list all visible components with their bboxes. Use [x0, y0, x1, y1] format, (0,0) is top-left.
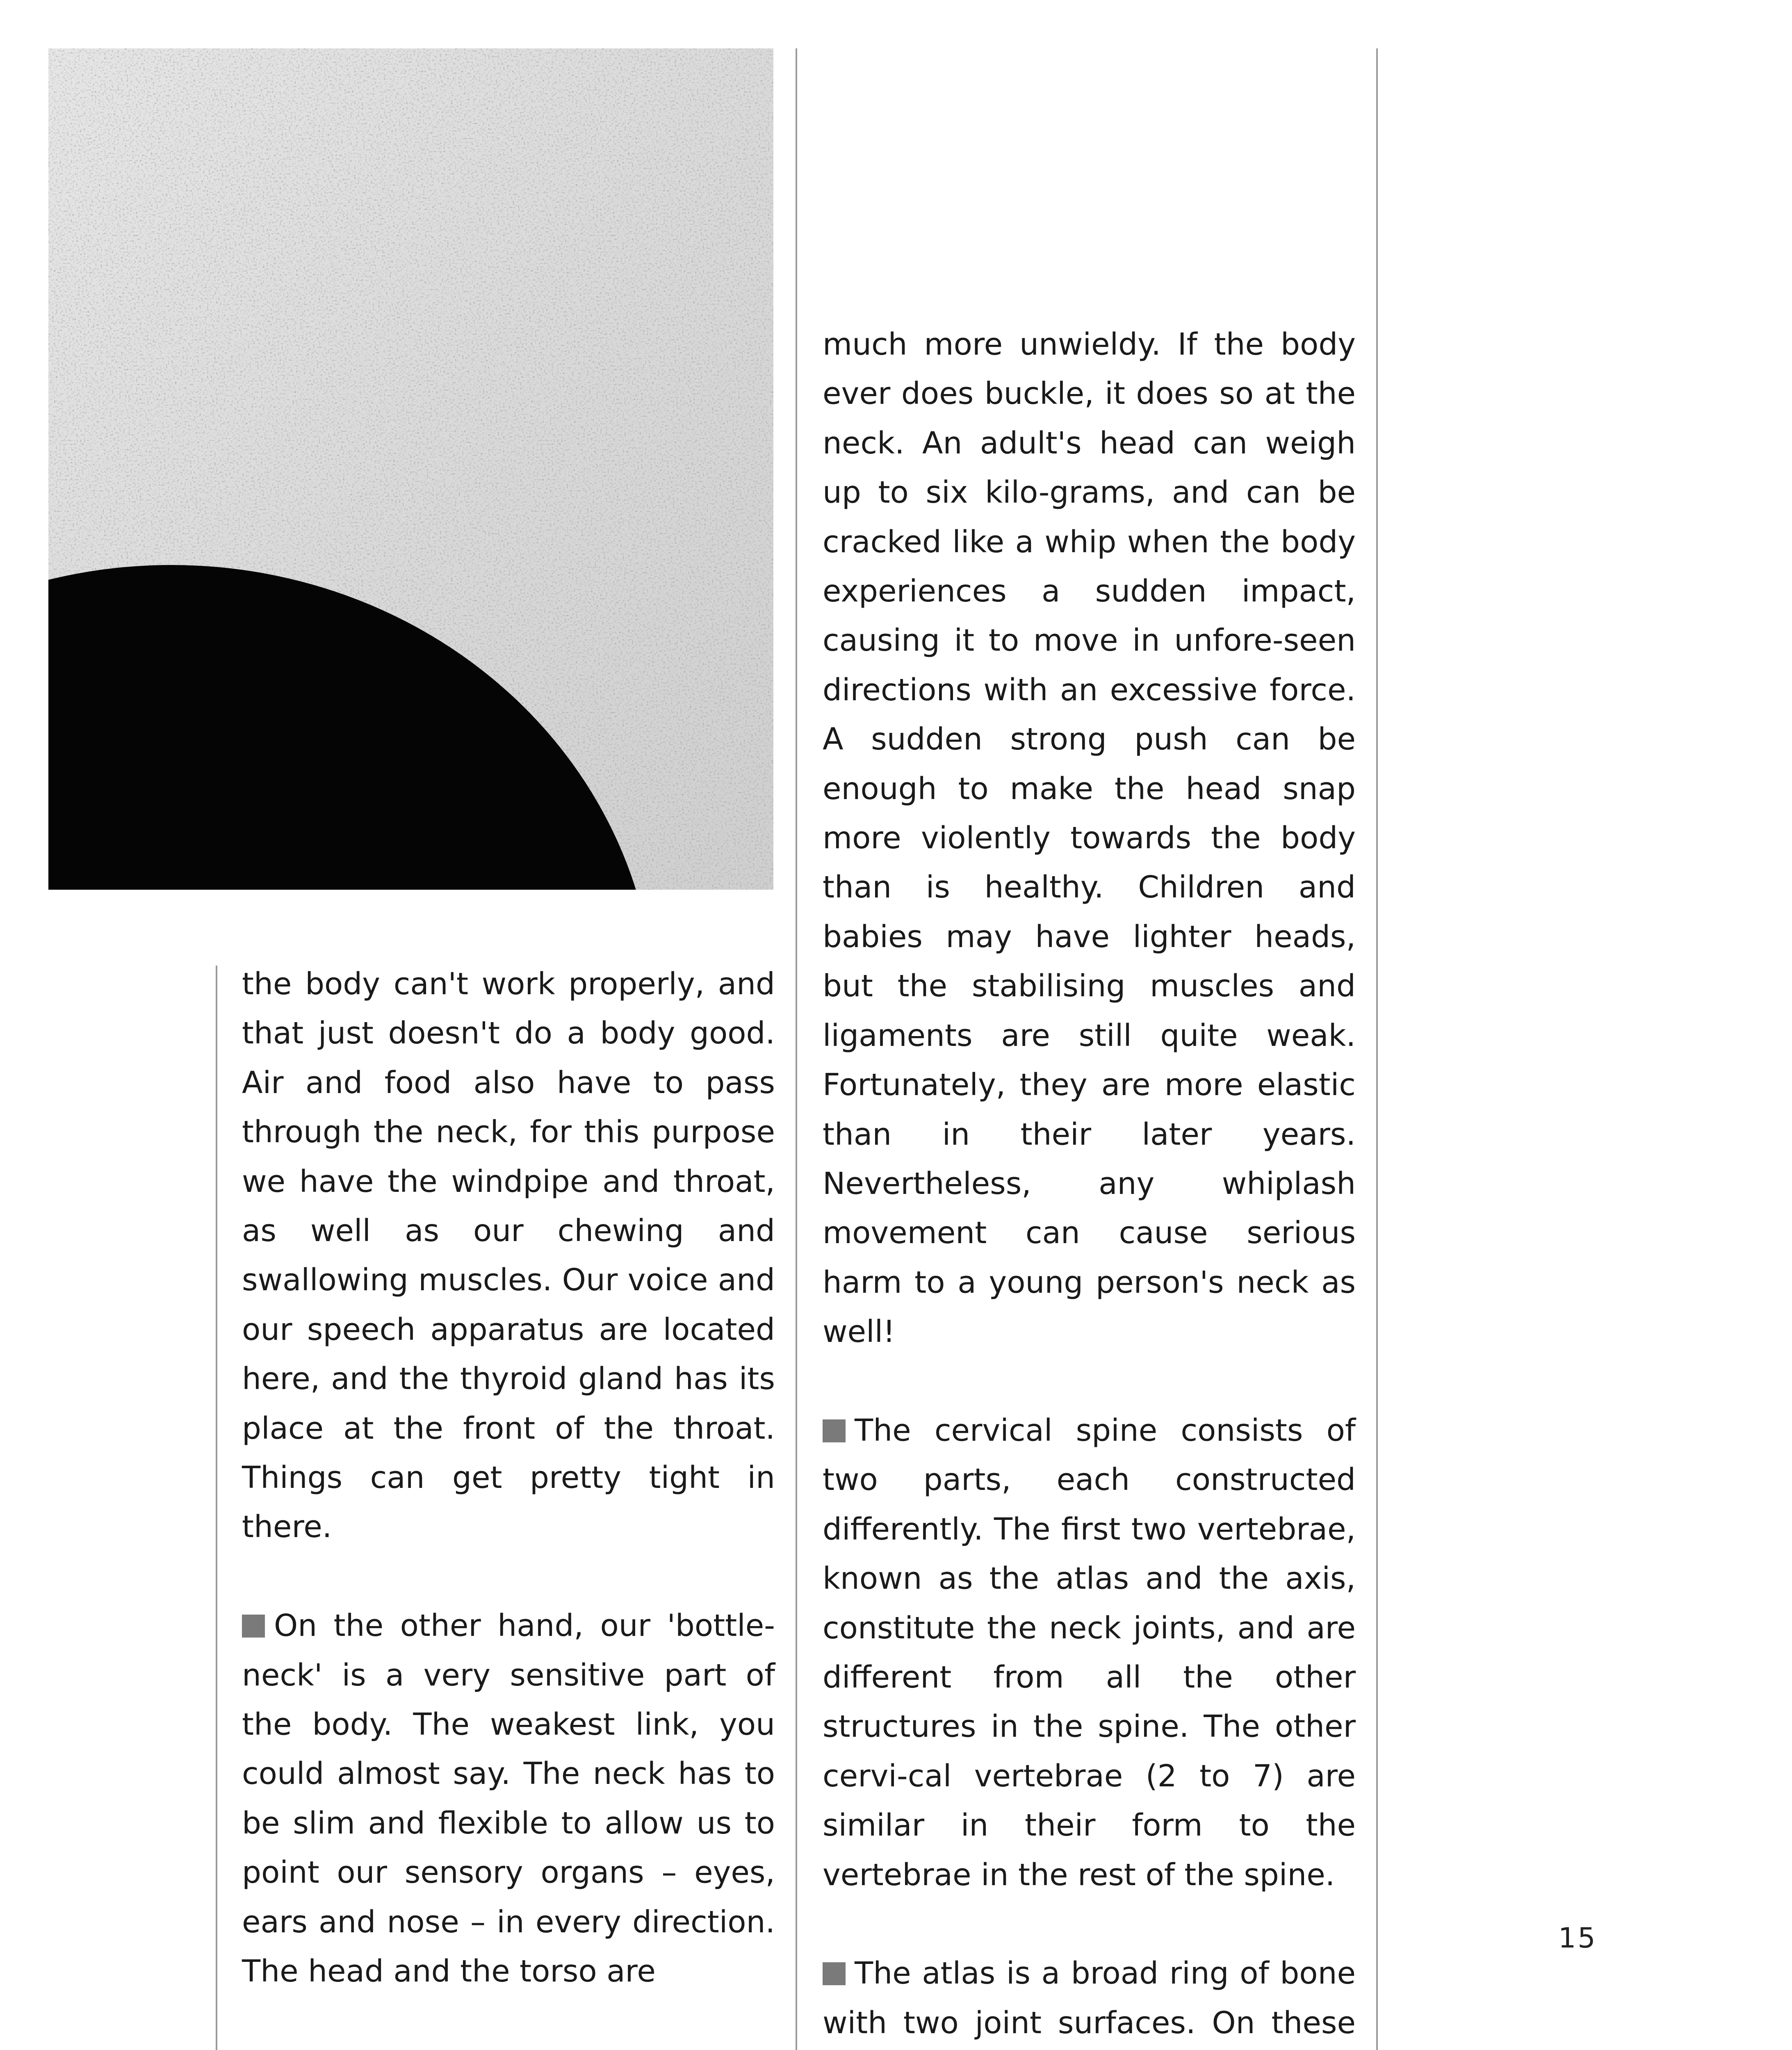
- paragraph-text: On the other hand, our 'bottle-neck' is a very sensitive part of the body. The weakest link, you could almost say. The neck has to be slim and flexible to allow us to point our sensory organs – eyes, ears and nose – in every direction. The head and the torso are: [242, 1608, 775, 1989]
- paragraph-text: much more unwieldy. If the body ever does buckle, it does so at the neck. An adult's head can weigh up to six kilo-grams, and can be cracked like a whip when the body experiences a sudden impact, causing it to move in unfore-seen directions with an excessive force. A sudden strong push can be enough to make the head snap more violently towards the body than is healthy. Children and babies may have lighter heads, but the stabilising muscles and ligaments are still quite weak. Fortunately, they are more elastic than in their later years. Nevertheless, any whiplash movement can cause serious harm to a young person's neck as well!: [823, 327, 1356, 1350]
- bullet-square-icon: [823, 1419, 846, 1442]
- paragraph: [242, 959, 775, 1552]
- paragraph: [823, 320, 1356, 1357]
- paragraph: [823, 1949, 1356, 2050]
- paragraph-text: The atlas is a broad ring of bone with two joint surfaces. On these: [823, 1956, 1356, 2041]
- paragraph: [823, 1406, 1356, 1900]
- paragraph-text: The cervical spine consists of two parts, each constructed differently. The first two vertebrae, known as the atlas and the axis, constitute the neck joints, and are different from all the other structures in the spine. The other cervi-cal vertebrae (2 to 7) are similar in their form to the vertebrae in the rest of the spine.: [823, 1412, 1356, 1893]
- wall-shadow-image: [48, 48, 773, 890]
- column-rule-right: [1376, 48, 1378, 2050]
- text-column-right: [823, 320, 1356, 2050]
- textured-wall-photo: [48, 48, 773, 890]
- bullet-square-icon: [823, 1962, 846, 1985]
- column-rule-middle: [796, 48, 797, 2050]
- page-number: 15: [1558, 1922, 1597, 1954]
- column-rule-left: [216, 966, 217, 2050]
- bullet-square-icon: [242, 1615, 265, 1638]
- paragraph: [242, 1601, 775, 1996]
- text-column-left: [242, 959, 775, 1996]
- paragraph-text: the body can't work properly, and that just doesn't do a body good. Air and food also have to pass through the neck, for this purpose we have the windpipe and throat, as well as our chewing and swallowing muscles. Our voice and our speech apparatus are located here, and the thyroid gland has its place at the front of the throat. Things can get pretty tight in there.: [242, 966, 775, 1545]
